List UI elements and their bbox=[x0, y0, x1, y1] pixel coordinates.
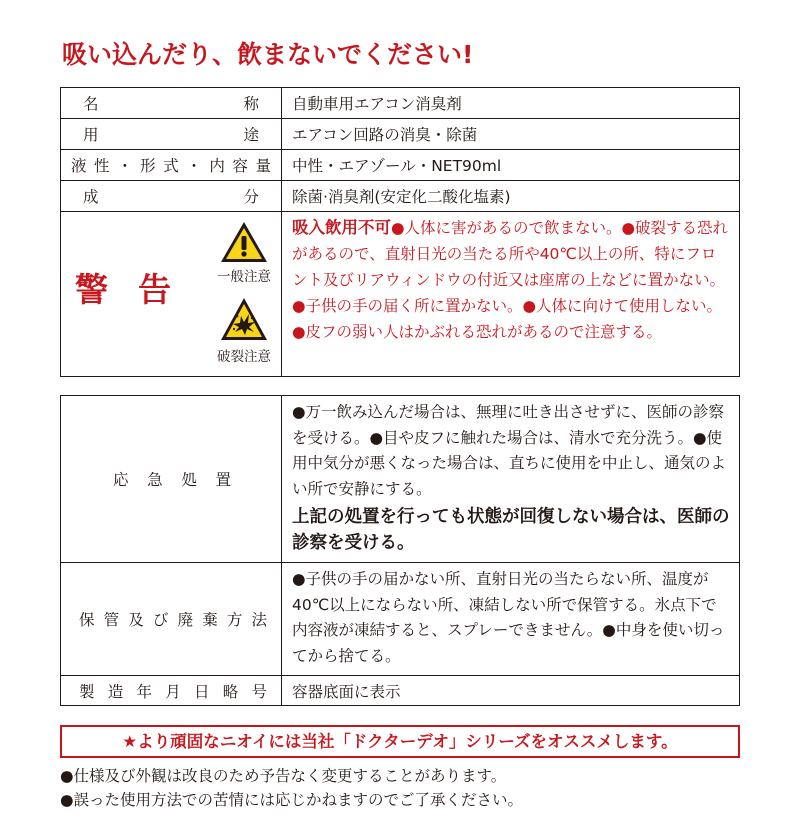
ingredient-value: 除菌·消臭剤(安定化二酸化塩素) bbox=[282, 181, 740, 212]
first-aid-bold-text: 上記の処置を行っても状態が回復しない場合は、医師の診察を受ける。 bbox=[292, 507, 730, 553]
storage-text: ●子供の手の届かない所、直射日光の当たらない所、温度が40℃以上にならない所、凍結しない所で保管する。氷点下で内容液が凍結すると、スプレーできません。●中身を使い切ってから捨てる。 bbox=[282, 563, 740, 676]
warning-text-cell bbox=[282, 212, 740, 377]
lot-value: 容器底面に表示 bbox=[282, 676, 740, 706]
notes bbox=[60, 764, 523, 812]
explosion-caution-caption: 破裂注意 bbox=[217, 349, 271, 365]
handling-table bbox=[60, 395, 740, 706]
first-aid-label: 応急処置 bbox=[61, 396, 282, 563]
general-caution-icon bbox=[219, 220, 269, 264]
name-value: 自動車用エアコン消臭剤 bbox=[282, 88, 740, 119]
spec-row-warning bbox=[61, 212, 740, 377]
general-caution-block bbox=[211, 220, 277, 286]
storage-row bbox=[61, 563, 740, 676]
spec-table bbox=[60, 87, 740, 377]
warning-label: 警告 bbox=[75, 270, 201, 309]
type-label: 液性・形式・内容量 bbox=[61, 150, 282, 181]
note-item: ●誤った使用方法での苦情には応じかねますのでご了承ください。 bbox=[60, 791, 524, 809]
type-value: 中性・エアゾール・NET90ml bbox=[282, 150, 740, 181]
use-label: 用途 bbox=[61, 119, 282, 150]
spec-row-name bbox=[61, 88, 740, 119]
spec-row-use bbox=[61, 119, 740, 150]
first-aid-row bbox=[61, 396, 740, 563]
use-value: エアコン回路の消臭・除菌 bbox=[282, 119, 740, 150]
explosion-icon bbox=[219, 296, 269, 344]
warning-text: ●人体に害があるので飲まない。●破裂する恐れがあるので、直射日光の当たる所や40℃以上の所、特にフロント及びリアウィンドウの付近又は座席の上などに置かない。●子供の手の届く所に置かない。●人体に向けて使用しない。●皮フの弱い人はかぶれる恐れがあるので注意する。 bbox=[292, 219, 729, 341]
first-aid-text: ●万一飲み込んだ場合は、無理に吐き出させずに、医師の診察を受ける。●目や皮フに触れた場合は、清水で充分洗う。●使用中気分が悪くなった場合は、直ちに使用を中止し、通気のよい所で安静にする。 bbox=[292, 403, 727, 498]
storage-label: 保管及び廃棄方法 bbox=[61, 563, 282, 676]
promo-banner: ★より頑固なニオイには当社「ドクターデオ」シリーズをオススメします。 bbox=[60, 725, 740, 758]
spec-row-type bbox=[61, 150, 740, 181]
warning-label-cell bbox=[61, 212, 282, 377]
general-caution-caption: 一般注意 bbox=[217, 269, 271, 285]
warning-lead: 吸入飲用不可 bbox=[292, 218, 391, 237]
lot-row bbox=[61, 676, 740, 706]
name-label: 名称 bbox=[61, 88, 282, 119]
ingredient-label: 成分 bbox=[61, 181, 282, 212]
explosion-caution-block bbox=[211, 296, 277, 366]
note-item: ●仕様及び外観は改良のため予告なく変更することがあります。 bbox=[60, 767, 507, 785]
spec-row-ingredient bbox=[61, 181, 740, 212]
headline: 吸い込んだり、飲まないでください! bbox=[62, 40, 474, 69]
first-aid-cell bbox=[282, 396, 740, 563]
lot-label: 製造年月日略号 bbox=[61, 676, 282, 706]
